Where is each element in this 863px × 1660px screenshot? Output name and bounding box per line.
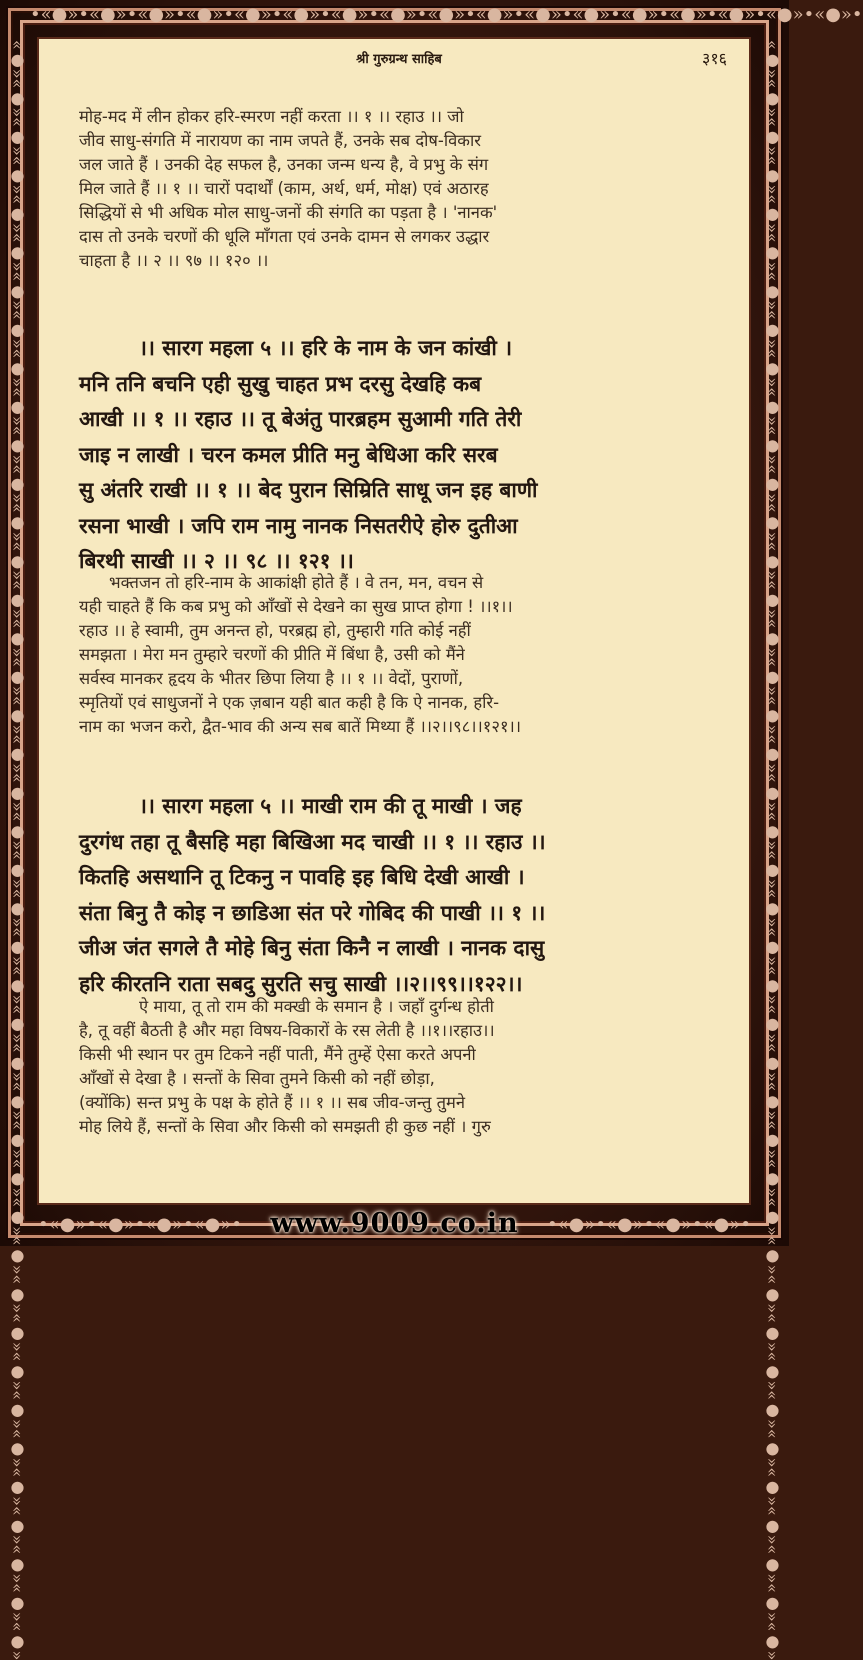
page-header bbox=[39, 39, 749, 73]
text-line: यही चाहते हैं कि कब प्रभु को आँखों से देखने का सुख प्राप्त होगा ! ।।१।। bbox=[79, 597, 513, 616]
verse-line: जाइ न लाखी । चरन कमल प्रीति मनु बेधिआ करि सरब bbox=[79, 442, 498, 467]
text-line: जल जाते हैं । उनकी देह सफल है, उनका जन्म धन्य है, वे प्रभु के संग bbox=[79, 155, 489, 174]
footer-url: www.9009.co.in bbox=[270, 1208, 519, 1239]
text-line: नाम का भजन करो, द्वैत-भाव की अन्य सब बातें मिथ्या हैं ।।२।।९८।।१२१।। bbox=[79, 717, 522, 736]
translation-paragraph-1 bbox=[79, 105, 725, 273]
verse-line: ।। सारग महला ५ ।। माखी राम की तू माखी । जह bbox=[139, 794, 522, 818]
verse-block-1 bbox=[79, 331, 725, 580]
ornament-left: «●»«●»«●»«●»«●»«●»«●»«●»«●»«●»«●»«●»«●»«●»«●»«●»«●»«●»«●»«●»«●»«●»«●»«●»«●»«●»«●»«●»«●»«●»«●»«●»«●»«●»«●»«●»«●»«●»«●»«●»«●»«●» bbox=[8, 40, 27, 1660]
text-line: आँखों से देखा है । सन्तों के सिवा तुमने किसी को नहीं छोड़ा, bbox=[79, 1069, 435, 1088]
translation-paragraph-2 bbox=[79, 571, 725, 739]
ornament-bottom-right: •«●»•«●»•«●»•«●»• bbox=[546, 1214, 751, 1235]
text-line: स्मृतियों एवं साधुजनों ने एक ज़बान यही बात कही है कि ऐ नानक, हरि- bbox=[79, 693, 500, 712]
text-line: (क्योंकि) सन्त प्रभु के पक्ष के होते हैं ।। १ ।। सब जीव-जन्तु तुमने bbox=[79, 1093, 466, 1112]
verse-line: दुरगंध तहा तू बैसहि महा बिखिआ मद चाखी ।। १ ।। रहाउ ।। bbox=[79, 829, 546, 854]
text-line: चाहता है ।। २ ।। ९७ ।। १२० ।। bbox=[79, 251, 269, 270]
text-line: समझता । मेरा मन तुम्हारे चरणों की प्रीति में बिंधा है, उसी को मैंने bbox=[79, 645, 465, 664]
text-line: भक्तजन तो हरि-नाम के आकांक्षी होते हैं । वे तन, मन, वचन से bbox=[109, 573, 484, 592]
text-line: ऐ माया, तू तो राम की मक्खी के समान है । जहाँ दुर्गन्ध होती bbox=[139, 997, 494, 1016]
verse-line: मनि तनि बचनि एही सुखु चाहत प्रभ दरसु देखहि कब bbox=[79, 371, 482, 396]
translation-paragraph-3 bbox=[79, 995, 725, 1139]
verse-line: संता बिनु तै कोइ न छाडिआ संत परे गोबिद की पाखी ।। १ ।। bbox=[79, 900, 546, 925]
page-title: श्री गुरुग्रन्थ साहिब bbox=[356, 52, 442, 67]
text-line: सर्वस्व मानकर हृदय के भीतर छिपा लिया है ।। १ ।। वेदों, पुराणों, bbox=[79, 669, 464, 688]
verse-line: हरि कीरतनि राता सबदु सुरति सचु साखी ।।२।।९९।।१२२।। bbox=[79, 971, 523, 996]
ornament-bottom-left: •«●»•«●»•«●»•«●»• bbox=[37, 1214, 242, 1235]
text-line: जीव साधु-संगति में नारायण का नाम जपते हैं, उनके सब दोष-विकार bbox=[79, 131, 481, 150]
ornament-right: «●»«●»«●»«●»«●»«●»«●»«●»«●»«●»«●»«●»«●»«●»«●»«●»«●»«●»«●»«●»«●»«●»«●»«●»«●»«●»«●»«●»«●»«●»«●»«●»«●»«●»«●»«●»«●»«●»«●»«●»«●»«●» bbox=[763, 40, 782, 1660]
verse-line: जीअ जंत सगले तै मोहे बिनु संता किनै न लाखी । नानक दासु bbox=[79, 936, 545, 960]
verse-line: आखी ।। १ ।। रहाउ ।। तू बेअंतु पारब्रहम सुआमी गति तेरी bbox=[79, 407, 522, 431]
verse-line: सु अंतरि राखी ।। १ ।। बेद पुरान सिम्रिति साधू जन इह बाणी bbox=[79, 478, 538, 502]
verse-line: कितहि असथानि तू टिकनु न पावहि इह बिधि देखी आखी । bbox=[79, 865, 525, 889]
verse-line: ।। सारग महला ५ ।। हरि के नाम के जन कांखी । bbox=[139, 336, 513, 360]
text-line: मोह लिये हैं, सन्तों के सिवा और किसी को समझती ही कुछ नहीं । गुरु bbox=[79, 1117, 491, 1136]
text-line: सिद्धियों से भी अधिक मोल साधु-जनों की संगति का पड़ता है । 'नानक' bbox=[79, 203, 498, 222]
page-number: ३१६ bbox=[702, 49, 727, 68]
verse-line: बिरथी साखी ।। २ ।। ९८ ।। १२१ ।। bbox=[79, 549, 354, 573]
text-line: मोह-मद में लीन होकर हरि-स्मरण नहीं करता ।। १ ।। रहाउ ।। जो bbox=[79, 107, 464, 126]
ornament-top: •«●»•«●»•«●»•«●»•«●»•«●»•«●»•«●»•«●»•«●»•«●»•«●»•«●»•«●»•«●»•«●»•«●»• bbox=[30, 4, 863, 25]
text-line: रहाउ ।। हे स्वामी, तुम अनन्त हो, परब्रह्म हो, तुम्हारी गति कोई नहीं bbox=[79, 621, 471, 640]
verse-block-2 bbox=[79, 789, 725, 1002]
text-line: मिल जाते हैं ।। १ ।। चारों पदार्थों (काम, अर्थ, धर्म, मोक्ष) एवं अठारह bbox=[79, 179, 489, 198]
text-line: किसी भी स्थान पर तुम टिकने नहीं पाती, मैंने तुम्हें ऐसा करते अपनी bbox=[79, 1045, 476, 1064]
scripture-page bbox=[37, 37, 751, 1205]
text-line: है, तू वहीं बैठती है और महा विषय-विकारों के रस लेती है ।।१।।रहाउ।। bbox=[79, 1021, 495, 1040]
verse-line: रसना भाखी । जपि राम नामु नानक निसतरीऐ होरु दुतीआ bbox=[79, 513, 518, 538]
text-line: दास तो उनके चरणों की धूलि माँगता एवं उनके दामन से लगकर उद्धार bbox=[79, 227, 490, 246]
